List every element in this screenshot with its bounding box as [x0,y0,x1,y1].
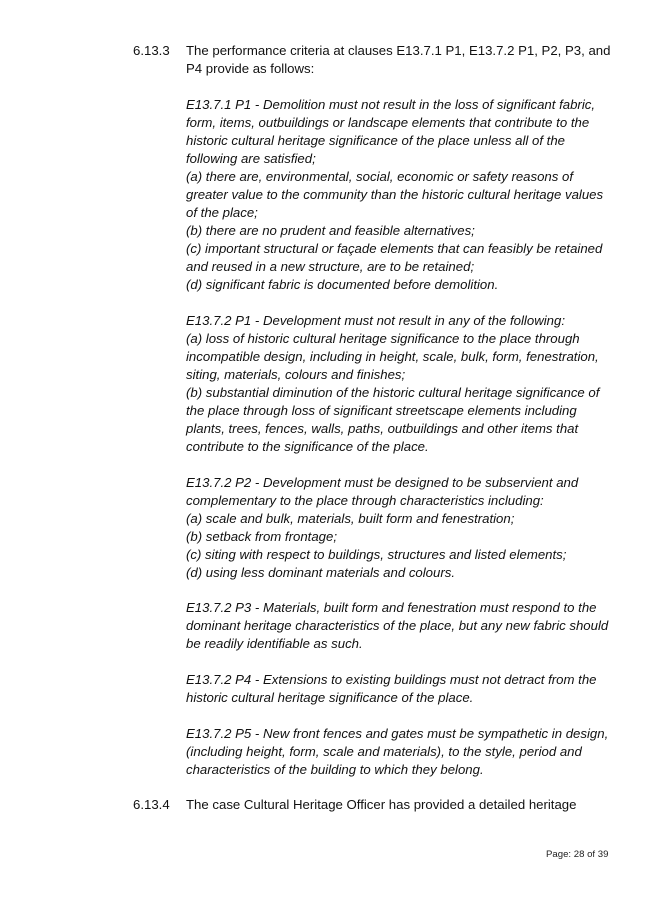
clause-text [186,42,611,78]
quote-line: E13.7.2 P3 - Materials, built form and fenestration must respond to the [186,600,597,615]
quote-line: the place through loss of significant streetscape elements including [186,403,577,418]
clause-line: The case Cultural Heritage Officer has provided a detailed heritage [186,797,577,812]
clause-number: 6.13.3 [133,43,170,58]
quote-line: (d) using less dominant materials and colours. [186,565,456,580]
quote-line: be readily identifiable as such. [186,636,363,651]
quote-line: siting, materials, colours and finishes; [186,367,406,382]
quote-line: E13.7.1 P1 - Demolition must not result in the loss of significant fabric, [186,97,596,112]
quote-e13-7-2-p3 [186,599,616,653]
quote-e13-7-2-p4 [186,671,616,707]
page-number-label: Page: 28 of 39 [546,849,609,860]
quote-line: and reused in a new structure, are to be retained; [186,259,475,274]
quote-line: (d) significant fabric is documented before demolition. [186,277,499,292]
quote-line: (a) there are, environmental, social, economic or safety reasons of [186,169,574,184]
quote-line: dominant heritage characteristics of the place, but any new fabric should [186,618,609,633]
quote-line: (including height, form, scale and materials), to the style, period and [186,744,582,759]
quote-line: of the place; [186,205,258,220]
quote-line: E13.7.2 P4 - Extensions to existing buildings must not detract from the [186,672,597,687]
quote-line: contribute to the significance of the place. [186,439,429,454]
quote-line: E13.7.2 P2 - Development must be designed to be subservient and [186,475,579,490]
quote-line: form, items, outbuildings or landscape elements that contribute to the [186,115,590,130]
quote-e13-7-2-p2 [186,474,616,582]
quote-line: (b) there are no prudent and feasible alternatives; [186,223,475,238]
quote-line: (c) important structural or façade elements that can feasibly be retained [186,241,603,256]
quote-line: incompatible design, including in height, scale, bulk, form, fenestration, [186,349,599,364]
quote-line: historic cultural heritage significance of the place. [186,690,474,705]
clause-line: P4 provide as follows: [186,61,315,76]
quote-line: (b) setback from frontage; [186,529,337,544]
quote-line: greater value to the community than the historic cultural heritage values [186,187,604,202]
quote-e13-7-2-p5 [186,725,616,779]
quote-e13-7-2-p1 [186,312,616,456]
quote-line: characteristics of the building to which they belong. [186,762,484,777]
clause-text [186,796,611,814]
quote-line: (a) scale and bulk, materials, built form and fenestration; [186,511,515,526]
quote-line: (b) substantial diminution of the historic cultural heritage significance of [186,385,600,400]
quote-line: following are satisfied; [186,151,316,166]
clause-number: 6.13.4 [133,797,170,812]
clause-line: The performance criteria at clauses E13.7.1 P1, E13.7.2 P1, P2, P3, and [186,43,611,58]
quote-line: complementary to the place through characteristics including: [186,493,544,508]
quote-line: (a) loss of historic cultural heritage significance to the place through [186,331,580,346]
quote-line: plants, trees, fences, walls, paths, outbuildings and other items that [186,421,579,436]
quote-line: E13.7.2 P1 - Development must not result in any of the following: [186,313,565,328]
quote-line: historic cultural heritage significance of the place unless all of the [186,133,565,148]
quote-line: (c) siting with respect to buildings, structures and listed elements; [186,547,567,562]
quote-line: E13.7.2 P5 - New front fences and gates must be sympathetic in design, [186,726,609,741]
quote-e13-7-1-p1 [186,96,616,294]
